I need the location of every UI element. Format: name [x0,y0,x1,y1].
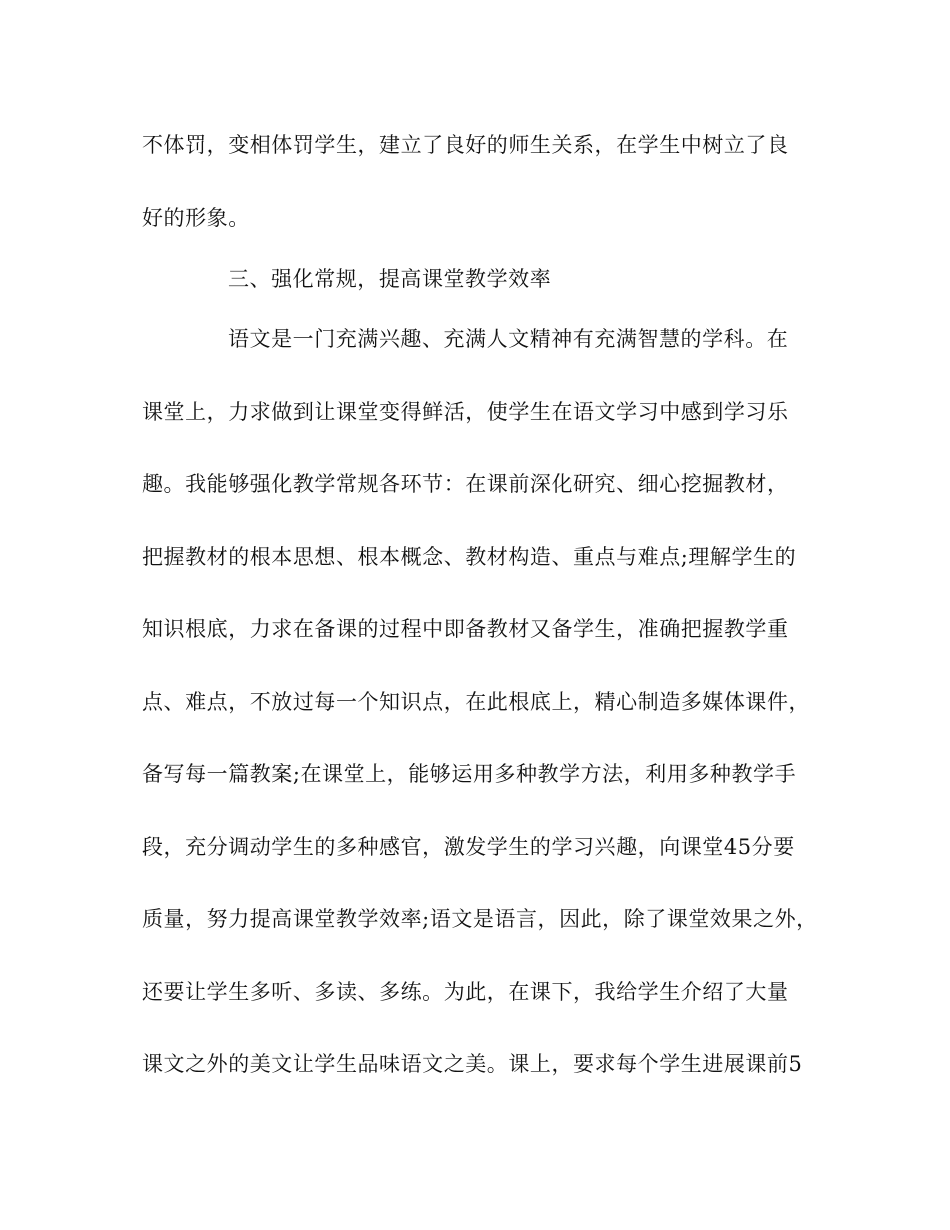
paragraph-line: 点、难点，不放过每一个知识点，在此根底上，精心制造多媒体课件， [142,690,811,714]
paragraph-line: 还要让学生多听、多读、多练。为此，在课下，我给学生介绍了大量 [142,980,789,1004]
paragraph-line: 课堂上，力求做到让课堂变得鲜活，使学生在语文学习中感到学习乐 [142,400,789,424]
paragraph-line: 不体罚，变相体罚学生，建立了良好的师生关系，在学生中树立了良 [142,133,789,157]
paragraph-line: 趣。我能够强化教学常规各环节：在课前深化研究、细心挖掘教材， [142,472,789,496]
paragraph-line: 质量，努力提高课堂教学效率;语文是语言，因此，除了课堂效果之外， [142,907,818,931]
paragraph-line: 知识根底，力求在备课的过程中即备教材又备学生，准确把握教学重 [142,617,789,641]
section-heading: 三、强化常规，提高课堂教学效率 [228,267,552,291]
paragraph-line: 段，充分调动学生的多种感官，激发学生的学习兴趣，向课堂45分要 [142,835,795,859]
paragraph-line: 课文之外的美文让学生品味语文之美。课上，要求每个学生进展课前5 [142,1052,803,1076]
paragraph-line: 好的形象。 [142,206,250,230]
paragraph-line: 语文是一门充满兴趣、充满人文精神有充满智慧的学科。在 [228,327,789,351]
paragraph-line: 备写每一篇教案;在课堂上，能够运用多种教学方法，利用多种教学手 [142,762,797,786]
paragraph-line: 把握教材的根本思想、根本概念、教材构造、重点与难点;理解学生的 [142,545,797,569]
